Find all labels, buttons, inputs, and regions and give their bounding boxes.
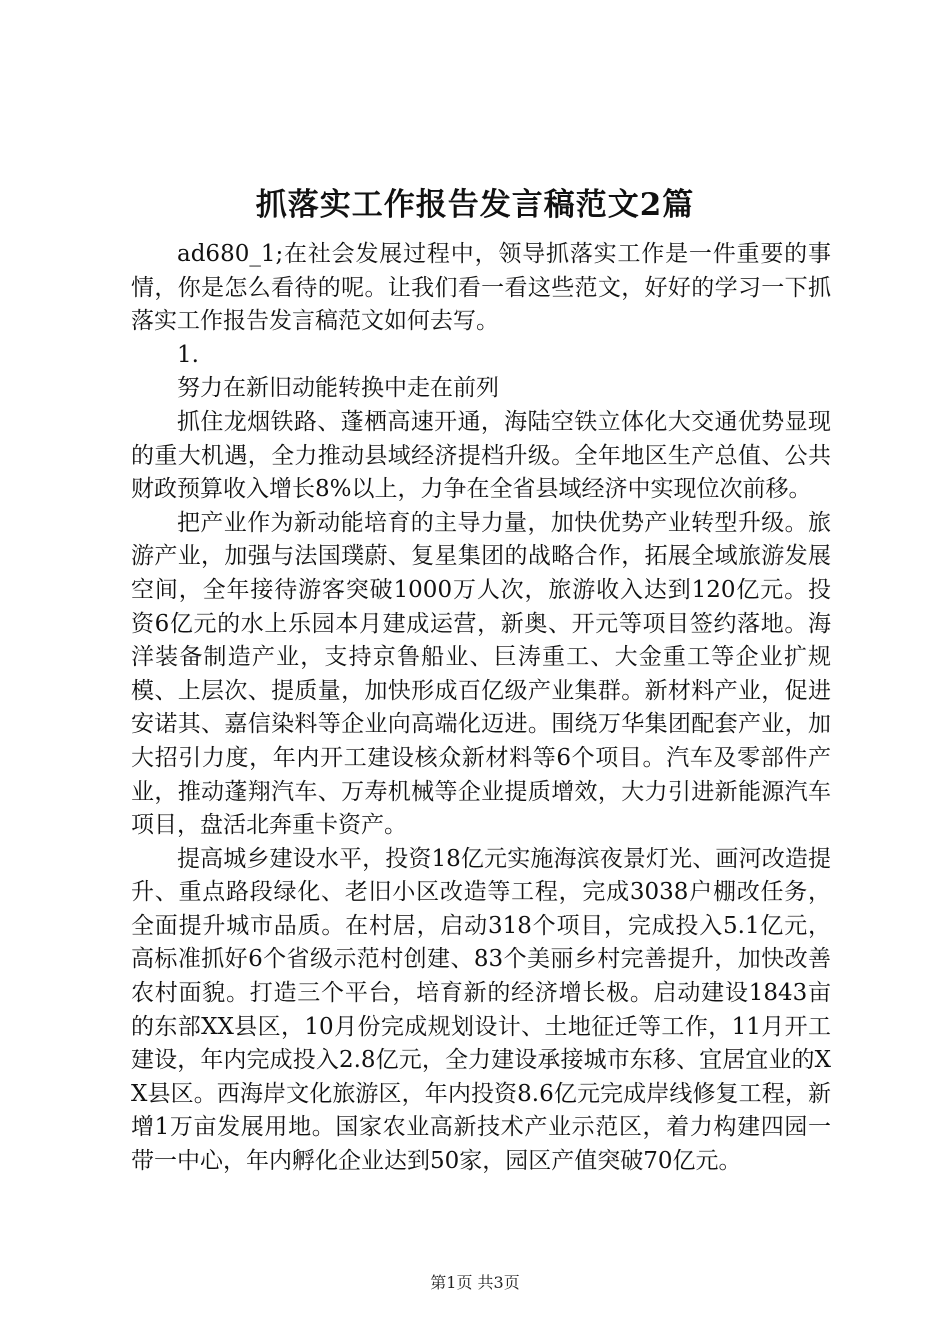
document-title: 抓落实工作报告发言稿范文2篇 bbox=[255, 187, 695, 223]
body-paragraph: 把产业作为新动能培育的主导力量，加快优势产业转型升级。旅游产业，加强与法国璞蔚、复星集团的战略合作，拓展全域旅游发展空间，全年接待游客突破1000万人次，旅游收入达到120亿元。投资6亿元的水上乐园本月建成运营，新奥、开元等项目签约落地。海洋装备制造产业，支持京鲁船业、巨涛重工、大金重工等企业扩规模、上层次、提质量，加快形成百亿级产业集群。新材料产业，促进安诺其、嘉信染料等企业向高端化迈进。围绕万华集团配套产业，加大招引力度，年内开工建设核众新材料等6个项目。汽车及零部件产业，推动蓬翔汽车、万寿机械等企业提质增效，大力引进新能源汽车项目，盘活北奔重卡资产。 bbox=[131, 509, 831, 839]
section-number: 1. bbox=[177, 341, 199, 368]
page-footer: 第1页 共3页 bbox=[430, 1273, 520, 1292]
body-paragraph: 抓住龙烟铁路、蓬栖高速开通，海陆空铁立体化大交通优势显现的重大机遇，全力推动县域经济提档升级。全年地区生产总值、公共财政预算收入增长8%以上，力争在全省县域经济中实现位次前移。 bbox=[131, 408, 831, 503]
body-paragraph: 提高城乡建设水平，投资18亿元实施海滨夜景灯光、画河改造提升、重点路段绿化、老旧小区改造等工程，完成3038户棚改任务，全面提升城市品质。在村居，启动318个项目，完成投入5.1亿元，高标准抓好6个省级示范村创建、83个美丽乡村完善提升，加快改善农村面貌。打造三个平台，培育新的经济增长极。启动建设1843亩的东部XX县区，10月份完成规划设计、土地征迁等工作，11月开工建设，年内完成投入2.8亿元，全力建设承接城市东移、宜居宜业的XX县区。西海岸文化旅游区，年内投资8.6亿元完成岸线修复工程，新增1万亩发展用地。国家农业高新技术产业示范区，着力构建四园一带一中心，年内孵化企业达到50家，园区产值突破70亿元。 bbox=[131, 845, 831, 1175]
section-heading: 努力在新旧动能转换中走在前列 bbox=[177, 375, 499, 402]
document-body bbox=[131, 238, 831, 1179]
intro-paragraph: ad680_1;在社会发展过程中，领导抓落实工作是一件重要的事情，你是怎么看待的呢。让我们看一看这些范文，好好的学习一下抓落实工作报告发言稿范文如何去写。 bbox=[131, 241, 831, 335]
